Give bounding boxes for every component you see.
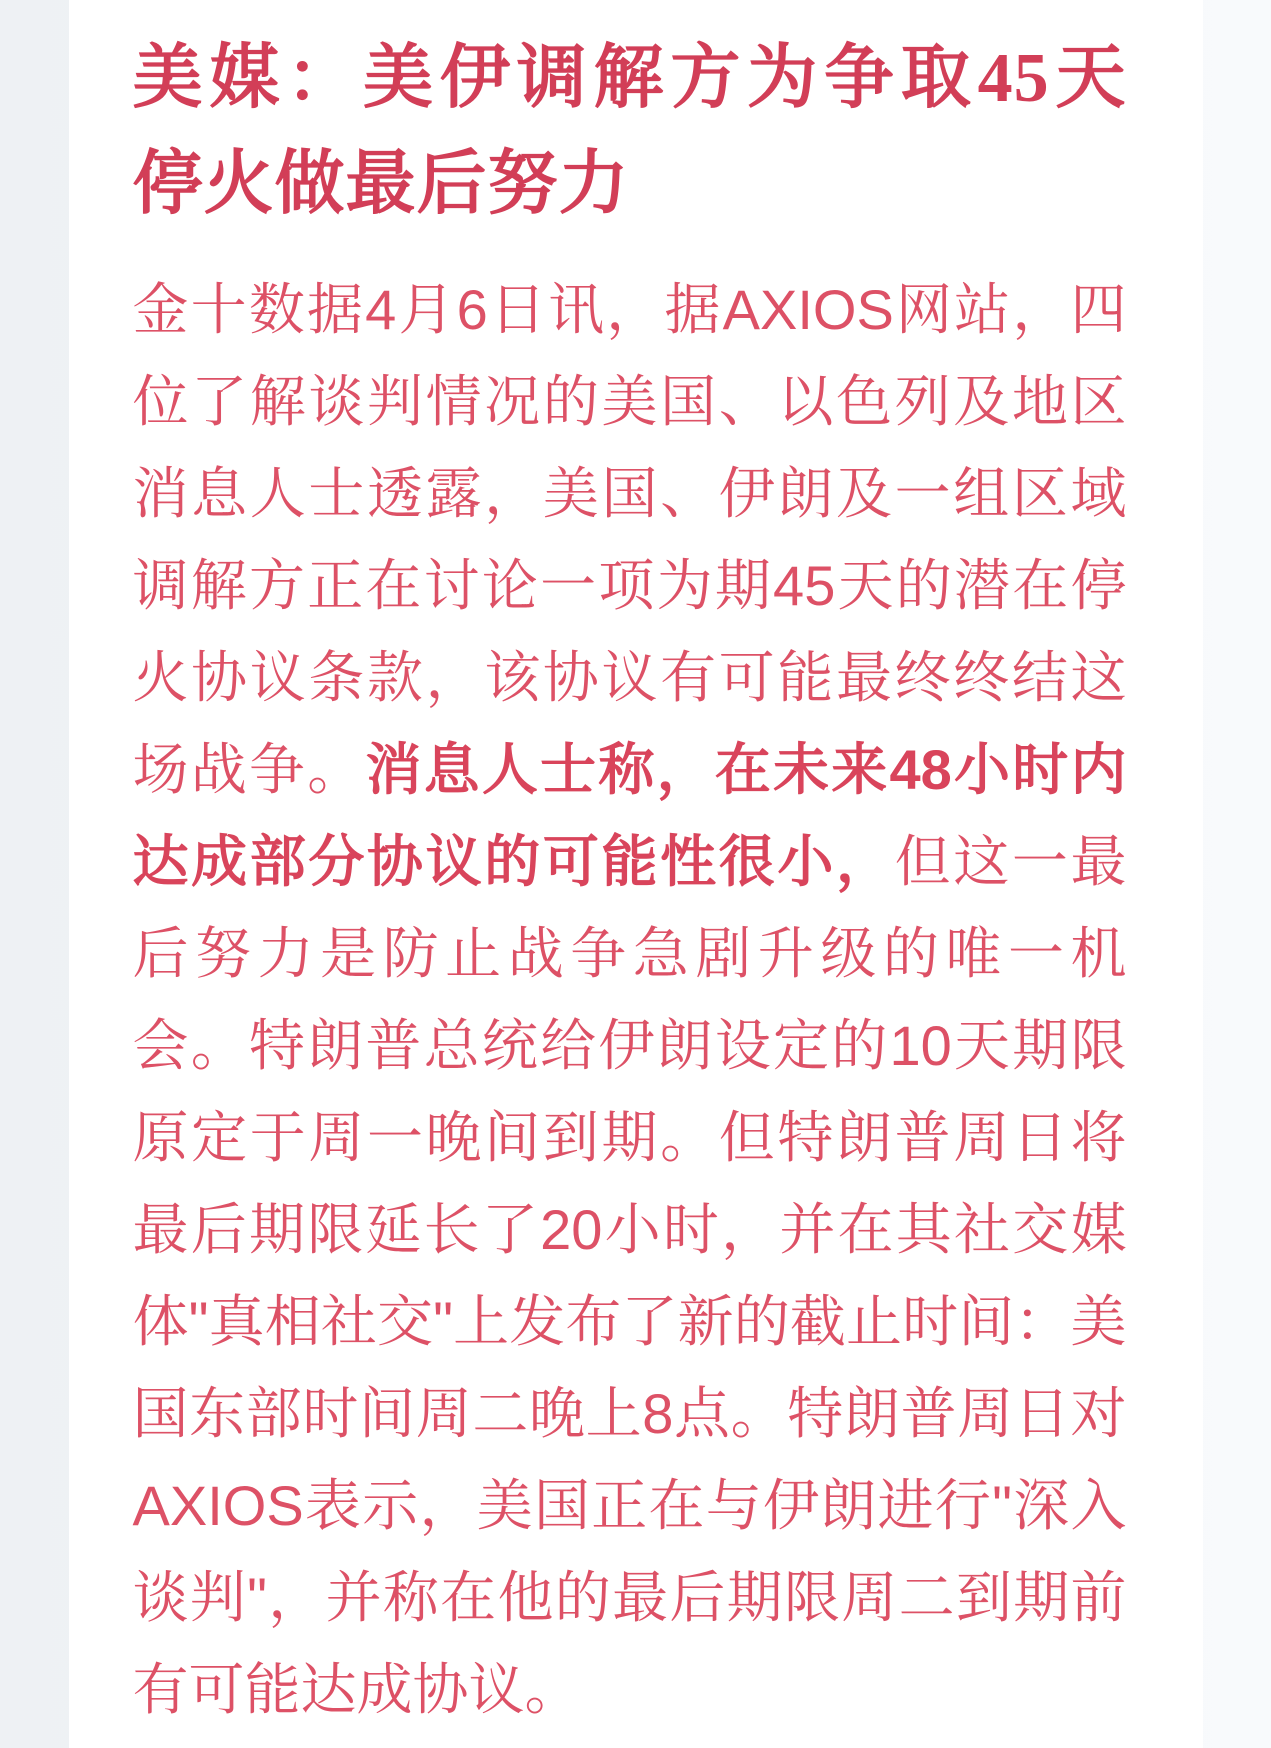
article-title: 美媒：美伊调解方为争取45天停火做最后努力 xyxy=(132,40,1127,223)
body-text-lead: 金十数据4月6日讯，据AXIOS网站，四位了解谈判情况的美国、以色列及地区消息人士透露，美国、伊朗及一组区域调解方正在讨论一项为期45天的潜在停火协议条款，该协议有可能最终终结这场战争。 xyxy=(132,278,1127,801)
article-body xyxy=(133,264,1127,1736)
article-card xyxy=(69,0,1203,1748)
body-text-rest: 但这一最后努力是防止战争急剧升级的唯一机会。特朗普总统给伊朗设定的10天期限原定于周一晚间到期。但特朗普周日将最后期限延长了20小时，并在其社交媒体"真相社交"上发布了新的截止时间：美国东部时间周二晚上8点。特朗普周日对AXIOS表示，美国正在与伊朗进行"深入谈判"，并称在他的最后期限周二到期前有可能达成协议。 xyxy=(132,830,1127,1721)
body-text-emphasis: 消息人士称，在未来48小时内达成部分协议的可能性很小， xyxy=(132,738,1127,893)
